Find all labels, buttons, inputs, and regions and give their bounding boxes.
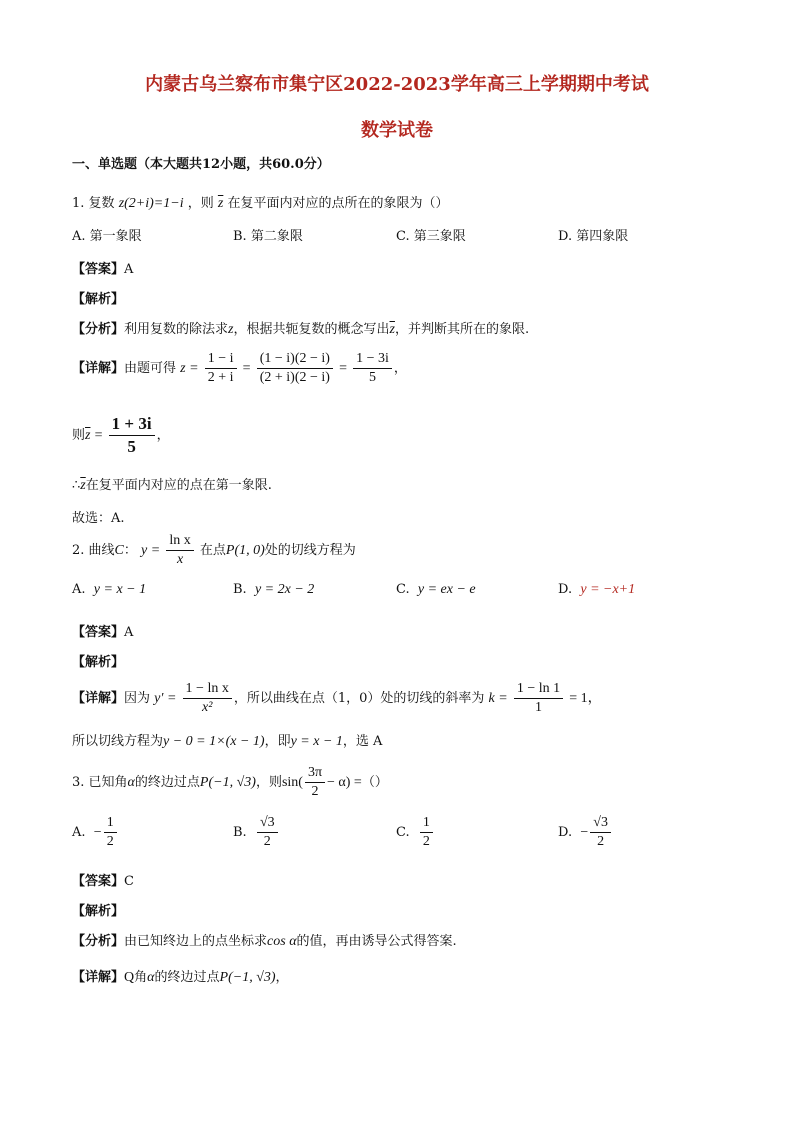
fenxi-text-c: ，并判断其所在的象限. bbox=[394, 322, 530, 337]
numerator: 1 + 3i bbox=[109, 413, 155, 436]
then-text: 则 bbox=[72, 428, 86, 443]
denominator: 2 bbox=[263, 834, 271, 849]
y-prime: y′ = bbox=[154, 691, 177, 706]
q1-mid: ，则 bbox=[187, 196, 214, 211]
option-label: A. bbox=[72, 582, 86, 597]
q3-option-a[interactable] bbox=[72, 814, 119, 851]
section-heading: 一、单选题（本大题共12小题，共60.0分） bbox=[72, 157, 330, 172]
detail-text-b: ，所以曲线在点（1，0）处的切线的斜率为 bbox=[233, 691, 485, 706]
answer-value: C bbox=[124, 874, 134, 889]
fraction bbox=[205, 350, 237, 387]
detail-tag: 【详解】 bbox=[72, 691, 125, 706]
k-eq: k = bbox=[488, 691, 508, 706]
fraction bbox=[420, 814, 433, 851]
alpha: α bbox=[127, 775, 135, 790]
numerator: √3 bbox=[590, 814, 611, 833]
fraction bbox=[257, 350, 333, 387]
stem-text-c: （） bbox=[361, 775, 388, 790]
option-label: B. bbox=[233, 582, 247, 597]
point: P(−1, √3) bbox=[219, 970, 276, 985]
denominator: 1 bbox=[534, 700, 542, 715]
q1-zbar: $\overline{z}$ bbox=[217, 196, 224, 211]
stem-text-b: ，则 bbox=[255, 775, 282, 790]
fenxi-text-b: 的值，再由诱导公式得答案. bbox=[296, 934, 457, 949]
q3-stem bbox=[72, 764, 388, 801]
detail-text-b: 的终边过点 bbox=[154, 970, 220, 985]
numerator: √3 bbox=[257, 814, 278, 833]
q1-conclusion bbox=[72, 474, 272, 494]
numerator: 1 − i bbox=[205, 350, 237, 369]
option-label: B. bbox=[233, 825, 247, 840]
q2-option-d[interactable] bbox=[558, 582, 635, 598]
detail-tag: 【详解】 bbox=[72, 361, 125, 376]
q3-option-d[interactable] bbox=[558, 814, 613, 851]
denominator: 2 bbox=[597, 834, 605, 849]
conclusion-text: 在复平面内对应的点在第一象限. bbox=[85, 478, 272, 493]
stem-text-a: 的终边过点 bbox=[134, 775, 200, 790]
fraction bbox=[353, 350, 392, 387]
option-label: D. bbox=[558, 825, 573, 840]
therefore-symbol: ∴ bbox=[72, 478, 81, 493]
line2-text-b: ，即 bbox=[264, 734, 291, 749]
q2-option-a[interactable] bbox=[72, 582, 146, 598]
q1-zbar-line bbox=[72, 413, 170, 458]
line2-text-c: ，选 A bbox=[342, 734, 383, 749]
detail-tag: 【详解】 bbox=[72, 970, 125, 985]
option-expr: y = 2x − 2 bbox=[254, 582, 315, 597]
q2-analysis-tag: 【解析】 bbox=[72, 655, 125, 670]
q1-option-d[interactable]: D. 第四象限 bbox=[558, 229, 629, 244]
q3-option-c[interactable] bbox=[396, 814, 435, 851]
eq-sign: = bbox=[94, 428, 103, 443]
comma: ， bbox=[393, 361, 407, 376]
answer-tag: 【答案】 bbox=[72, 874, 125, 889]
fraction bbox=[104, 814, 117, 851]
detail-z: z = bbox=[180, 361, 199, 376]
eq-sign: = bbox=[242, 361, 251, 376]
sin: sin( bbox=[281, 775, 303, 790]
q1-fenxi bbox=[72, 318, 529, 338]
denominator: x² bbox=[201, 700, 213, 715]
answer-value: A bbox=[124, 262, 134, 277]
q1-stem bbox=[72, 192, 449, 212]
fenxi-text-b: ，根据共轭复数的概念写出 bbox=[233, 322, 390, 337]
option-label: C. bbox=[396, 825, 410, 840]
sin-tail: − α) = bbox=[327, 775, 362, 790]
q3-number: 3. 已知角 bbox=[72, 775, 128, 790]
q1-option-c[interactable]: C. 第三象限 bbox=[396, 229, 466, 244]
denominator: 5 bbox=[369, 370, 376, 385]
q1-equation: z(2+i)=1−i bbox=[118, 196, 184, 211]
q1-option-b[interactable]: B. 第二象限 bbox=[233, 229, 303, 244]
q2-number: 2. 曲线 bbox=[72, 543, 115, 558]
q3-answer bbox=[72, 870, 134, 889]
point: P(1, 0) bbox=[225, 543, 265, 558]
q2-option-c[interactable] bbox=[396, 582, 476, 598]
numerator: 1 − ln x bbox=[183, 680, 232, 699]
numerator: 1 − 3i bbox=[353, 350, 392, 369]
cos-alpha: cos α bbox=[267, 934, 297, 949]
denominator: 2 + i bbox=[207, 370, 234, 385]
q1-number: 1. 复数 bbox=[72, 196, 115, 211]
stem-text-b: 处的切线方程为 bbox=[264, 543, 356, 558]
because-symbol: Q bbox=[124, 970, 135, 985]
denominator: x bbox=[176, 552, 184, 567]
detail-text: 由题可得 bbox=[124, 361, 177, 376]
numerator: 1 bbox=[420, 814, 433, 833]
numerator: (1 − i)(2 − i) bbox=[257, 350, 333, 369]
fenxi-text-a: 利用复数的除法求 bbox=[124, 322, 229, 337]
fenxi-tag: 【分析】 bbox=[72, 934, 125, 949]
fenxi-tag: 【分析】 bbox=[72, 322, 125, 337]
numerator: 1 bbox=[104, 814, 117, 833]
point: P(−1, √3) bbox=[199, 775, 256, 790]
numerator: 3π bbox=[305, 764, 325, 783]
q2-detail bbox=[72, 680, 602, 717]
q2-answer bbox=[72, 621, 133, 640]
q3-detail bbox=[72, 966, 289, 986]
q2-line2 bbox=[72, 730, 382, 750]
alpha: α bbox=[147, 970, 155, 985]
denominator: 5 bbox=[127, 437, 136, 456]
q3-option-b[interactable] bbox=[233, 814, 280, 851]
detail-text-a: 角 bbox=[134, 970, 148, 985]
denominator: (2 + i)(2 − i) bbox=[259, 370, 330, 385]
line2-eq: y − 0 = 1×(x − 1) bbox=[163, 734, 265, 749]
option-expr: y = ex − e bbox=[417, 582, 476, 597]
page-subtitle: 数学试卷 bbox=[361, 120, 433, 141]
denominator: 2 bbox=[106, 834, 114, 849]
q3-analysis-tag: 【解析】 bbox=[72, 904, 125, 919]
option-sign: − bbox=[580, 825, 589, 840]
q1-analysis-tag: 【解析】 bbox=[72, 292, 125, 307]
detail-text-a: 因为 bbox=[124, 691, 151, 706]
option-expr: y = −x+1 bbox=[580, 582, 636, 597]
fraction bbox=[257, 814, 278, 851]
k-result: = 1， bbox=[569, 691, 602, 706]
comma: ， bbox=[156, 428, 170, 443]
fenxi-zbar: $\overline{z}$ bbox=[389, 322, 395, 337]
numerator: ln x bbox=[166, 532, 193, 551]
detail-text-c: ， bbox=[275, 970, 289, 985]
zbar: $\overline{z}$ bbox=[80, 478, 86, 493]
fraction bbox=[183, 680, 232, 717]
numerator: 1 − ln 1 bbox=[514, 680, 563, 699]
option-label: C. bbox=[396, 582, 410, 597]
option-label: A. bbox=[72, 825, 86, 840]
y-eq: y = bbox=[141, 543, 161, 558]
fenxi-text-a: 由已知终边上的点坐标求 bbox=[124, 934, 268, 949]
q1-option-a[interactable]: A. 第一象限 bbox=[72, 229, 142, 244]
fraction bbox=[166, 532, 193, 569]
denominator: 2 bbox=[422, 834, 430, 849]
page-title: 内蒙古乌兰察布市集宁区2022-2023学年高三上学期期中考试 bbox=[145, 74, 649, 95]
answer-tag: 【答案】 bbox=[72, 625, 125, 640]
q1-detail bbox=[72, 350, 407, 387]
q1-stem-text: 在复平面内对应的点所在的象限为（） bbox=[227, 196, 449, 211]
q1-choose: 故选：A. bbox=[72, 511, 125, 526]
answer-value: A bbox=[124, 625, 134, 640]
fenxi-z: z bbox=[228, 322, 234, 337]
line2-text-a: 所以切线方程为 bbox=[72, 734, 164, 749]
fraction bbox=[514, 680, 563, 717]
q2-stem bbox=[72, 532, 356, 569]
option-label: D. bbox=[558, 582, 573, 597]
fraction bbox=[109, 413, 155, 458]
line2-eq2: y = x − 1 bbox=[290, 734, 343, 749]
eq-sign: = bbox=[339, 361, 347, 376]
answer-tag: 【答案】 bbox=[72, 262, 125, 277]
stem-text-a: 在点 bbox=[199, 543, 226, 558]
denominator: 2 bbox=[311, 784, 319, 799]
colon: ： bbox=[123, 543, 137, 558]
fraction bbox=[590, 814, 611, 851]
option-expr: y = x − 1 bbox=[93, 582, 147, 597]
zbar: $\overline{z}$ bbox=[85, 428, 91, 443]
q1-answer bbox=[72, 258, 133, 277]
q3-fenxi bbox=[72, 930, 457, 950]
curve-name: C bbox=[114, 543, 124, 558]
option-sign: − bbox=[93, 825, 102, 840]
q2-option-b[interactable] bbox=[233, 582, 314, 598]
fraction bbox=[305, 764, 325, 801]
